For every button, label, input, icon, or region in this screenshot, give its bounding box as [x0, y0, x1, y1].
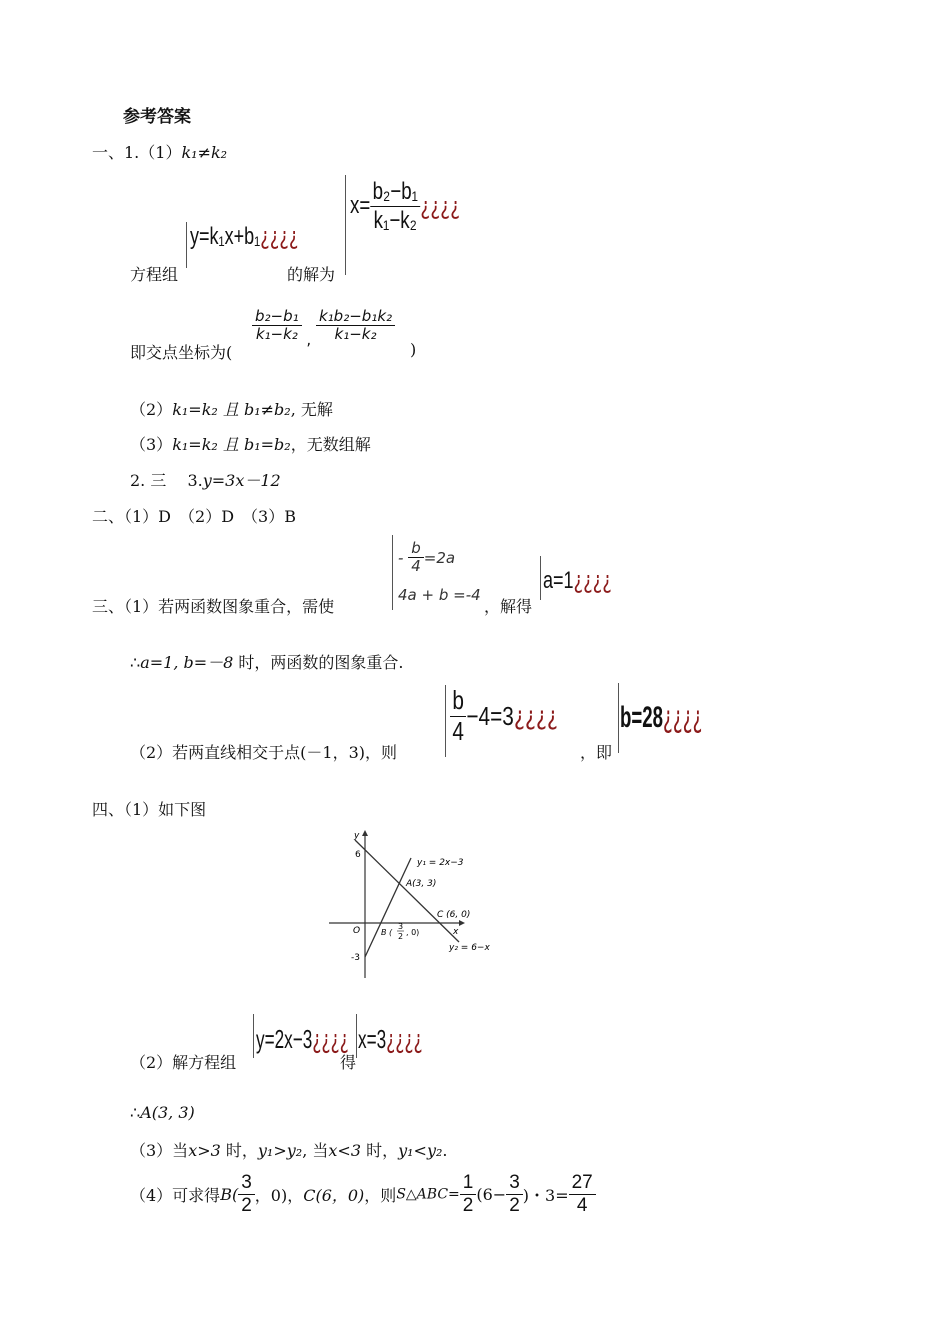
point-b-num: 3 [398, 922, 404, 931]
sec3-part2-text: （2）若两直线相交于点(－1，3)，则 [130, 743, 398, 762]
q1-condition: k₁≠k₂ [181, 143, 228, 162]
solution-denominator: k₁−k₂ [373, 206, 417, 234]
sec3-brace [392, 535, 393, 610]
system-bracket [186, 222, 187, 268]
system-equation: y=k₁x+b₁¿¿¿¿ [190, 222, 299, 250]
intersection-point: $\frac{\text{b₂−b₁}}{\text{k₁−k₂}}$ , $\frac{\text{k₁b₂−b₁k₂}}{\text{k₁−k₂}}$ [252, 308, 395, 348]
sec3-eq1: - $\frac{b}{4}$ =2a [398, 539, 456, 576]
sec3-part1-text: 三、（1）若两函数图象重合，需使 [92, 597, 335, 616]
sec4-part2-text: （2）解方程组 [130, 1053, 237, 1072]
q1-prefix: 一、1.（1） [92, 143, 182, 162]
solution-label: 的解为 [287, 265, 336, 284]
line-y2 [355, 840, 459, 942]
y-tick-neg3: -3 [351, 953, 360, 963]
sec4-point-a: ∴A(3, 3) [130, 1103, 195, 1122]
sec4-part3: （3）当x>3 时，y₁>y₂, 当x<3 时，y₁<y₂. [130, 1141, 448, 1160]
sec3-solution-bracket [540, 556, 541, 600]
sec3-p2-sol-bracket [618, 683, 619, 753]
y-tick-6: 6 [355, 850, 361, 860]
x-axis-arrow [459, 920, 465, 926]
solution-bracket [345, 175, 346, 275]
point-b-label: B ( [381, 928, 393, 937]
page-title: 参考答案 [123, 107, 191, 127]
point-b-end: , 0) [406, 928, 420, 937]
sec4-solution: x=3¿¿¿¿ [358, 1024, 423, 1055]
line-y1-label: y₁ = 2x−3 [417, 858, 464, 868]
sec3-p2-bracket [445, 685, 446, 757]
x-axis-label: x [453, 927, 459, 937]
y-axis-label: y [354, 831, 360, 841]
solution-numerator: b₂−b₁ [370, 178, 420, 207]
sec4-part1: 四、（1）如下图 [92, 800, 207, 819]
y-axis-arrow [362, 830, 368, 836]
q1-part2-line: （2）k₁=k₂ 且 b₁≠b₂, 无解 [130, 400, 333, 419]
system-label: 方程组 [130, 265, 179, 284]
sec4-part4: （4）可求得B( $\frac{3}{2}$ ，0)，C(6，0)，则S△ABC= $\frac{1}{2}$ (6− $\frac{3}{2}$ )・3= $\frac{27}{4}$ [130, 1172, 596, 1217]
sec3-p2-then: ，即 [580, 743, 613, 762]
function-graph [325, 826, 490, 984]
intersection-close: ) [410, 340, 417, 359]
q2-q3-line: 2. 三 3.y=3x－12 [130, 471, 281, 490]
sec3-eq2: 4a + b =-4 [398, 586, 481, 604]
point-c-label: C (6, 0) [437, 910, 471, 920]
sec4-sol-bracket [356, 1014, 357, 1058]
sec4-system-bracket [253, 1014, 254, 1058]
origin-label: O [353, 926, 361, 936]
line-y2-label: y₂ = 6−x [449, 943, 490, 953]
sec4-de: 得 [340, 1053, 357, 1072]
section2-answers: 二、（1）D （2）D （3）B [92, 507, 296, 526]
solve-label: ，解得 [484, 597, 533, 616]
garbled-chars: ¿¿¿¿ [260, 222, 299, 250]
intersection-label: 即交点坐标为( [130, 343, 233, 362]
sec3-solution: a=1¿¿¿¿ [543, 566, 612, 594]
q1-part1-line [92, 140, 227, 163]
sec3-conclusion: ∴a=1, b=－8 时，两函数的图象重合. [130, 653, 404, 672]
sec4-system: y=2x−3¿¿¿¿ [256, 1024, 349, 1055]
sec3-p2-equation: $\frac{b}{4}$ −4=3¿¿¿¿ [450, 686, 558, 747]
point-b-den: 2 [398, 932, 404, 941]
garbled-chars: ¿¿¿¿ [420, 192, 461, 221]
q1-part3-line: （3）k₁=k₂ 且 b₁=b₂，无数组解 [130, 435, 371, 454]
solution-equation: x= $\frac{\text{b₂−b₁}}{\text{k₁−k₂}}$ ¿¿¿¿ [350, 178, 461, 234]
point-a-label: A(3, 3) [406, 879, 437, 889]
sec3-p2-solution: b=28¿¿¿¿ [620, 700, 703, 735]
